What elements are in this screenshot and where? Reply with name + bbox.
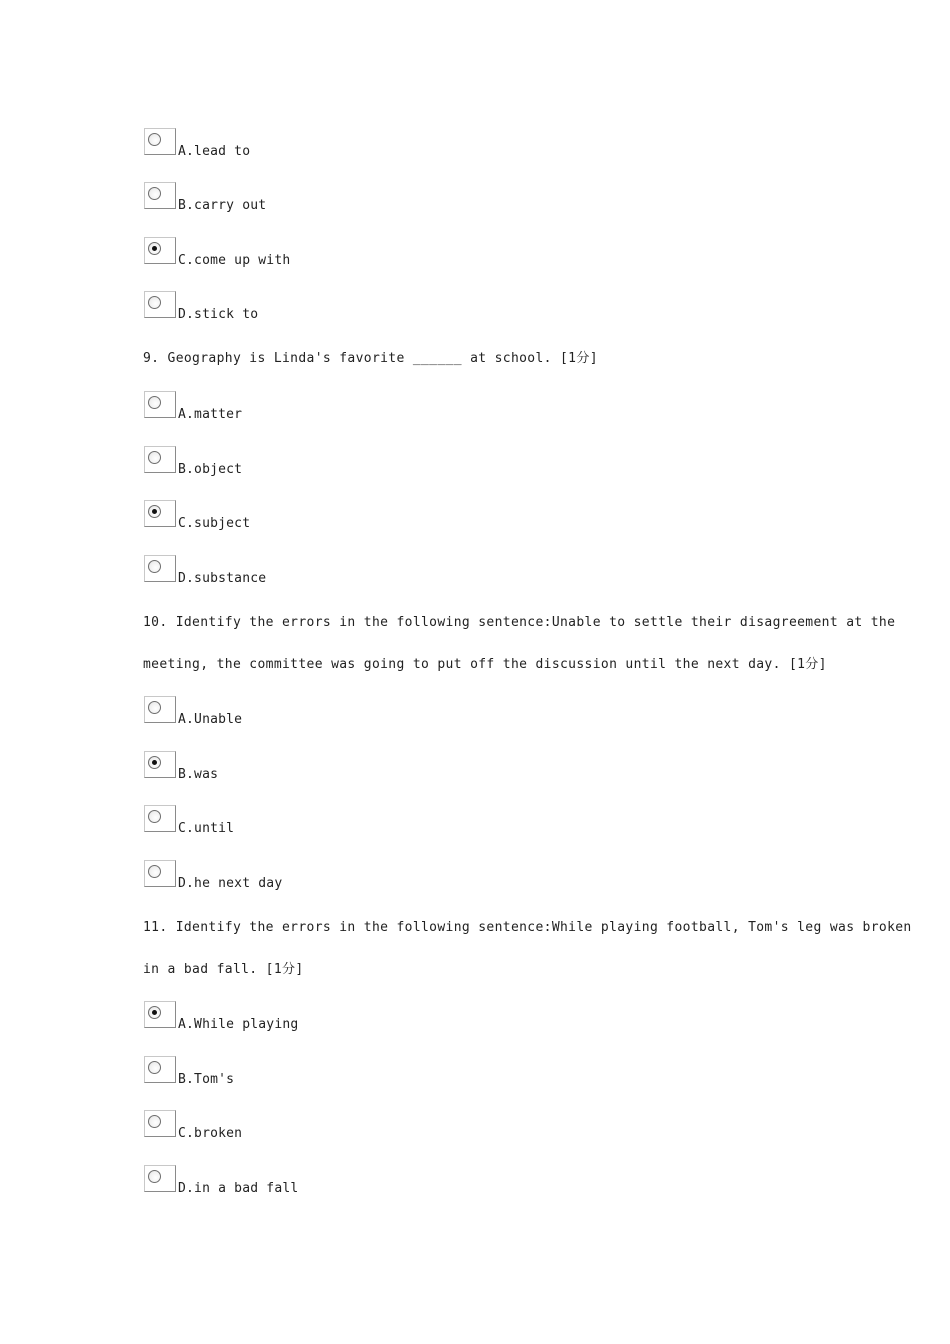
radio-button[interactable] — [144, 1165, 176, 1192]
radio-button[interactable] — [144, 696, 176, 723]
option-q9-c[interactable] — [144, 500, 544, 530]
option-q10-b[interactable] — [144, 751, 544, 781]
option-label: A.matter — [178, 407, 243, 422]
radio-button[interactable] — [144, 751, 176, 778]
question-9-text: 9. Geography is Linda's favorite ______ at school. [1分] — [143, 351, 598, 366]
option-label: D.substance — [178, 571, 267, 586]
radio-unchecked-icon — [148, 865, 161, 878]
radio-button[interactable] — [144, 1001, 176, 1028]
option-label: B.was — [178, 767, 219, 782]
option-label: A.lead to — [178, 144, 251, 159]
radio-unchecked-icon — [148, 187, 161, 200]
radio-checked-icon — [148, 1006, 161, 1019]
radio-unchecked-icon — [148, 810, 161, 823]
question-10-text-line-1: 10. Identify the errors in the following sentence:Unable to settle their disagreement at the — [143, 615, 896, 630]
radio-checked-icon — [148, 756, 161, 769]
radio-unchecked-icon — [148, 396, 161, 409]
question-11-text-line-2: in a bad fall. [1分] — [143, 962, 304, 977]
option-q11-c[interactable] — [144, 1110, 544, 1140]
radio-unchecked-icon — [148, 1170, 161, 1183]
radio-checked-icon — [148, 242, 161, 255]
option-q8-d[interactable] — [144, 291, 544, 321]
option-label: B.Tom's — [178, 1072, 235, 1087]
radio-button[interactable] — [144, 128, 176, 155]
option-q11-d[interactable] — [144, 1165, 544, 1195]
option-q8-c[interactable] — [144, 237, 544, 267]
radio-button[interactable] — [144, 555, 176, 582]
option-label: A.Unable — [178, 712, 243, 727]
option-label: C.subject — [178, 516, 251, 531]
radio-checked-icon — [148, 505, 161, 518]
option-q10-c[interactable] — [144, 805, 544, 835]
radio-unchecked-icon — [148, 560, 161, 573]
option-q9-b[interactable] — [144, 446, 544, 476]
radio-button[interactable] — [144, 805, 176, 832]
option-q10-a[interactable] — [144, 696, 544, 726]
radio-button[interactable] — [144, 500, 176, 527]
radio-button[interactable] — [144, 446, 176, 473]
radio-unchecked-icon — [148, 1061, 161, 1074]
option-q8-b[interactable] — [144, 182, 544, 212]
option-q11-a[interactable] — [144, 1001, 544, 1031]
option-q9-a[interactable] — [144, 391, 544, 421]
question-10-text-line-2: meeting, the committee was going to put off the discussion until the next day. [1分] — [143, 657, 827, 672]
option-label: D.in a bad fall — [178, 1181, 299, 1196]
radio-button[interactable] — [144, 182, 176, 209]
option-q11-b[interactable] — [144, 1056, 544, 1086]
option-label: D.he next day — [178, 876, 283, 891]
option-q9-d[interactable] — [144, 555, 544, 585]
radio-button[interactable] — [144, 1110, 176, 1137]
option-label: C.until — [178, 821, 235, 836]
option-q10-d[interactable] — [144, 860, 544, 890]
radio-button[interactable] — [144, 1056, 176, 1083]
question-11-text-line-1: 11. Identify the errors in the following sentence:While playing football, Tom's leg was broken — [143, 920, 912, 935]
radio-unchecked-icon — [148, 701, 161, 714]
option-label: C.broken — [178, 1126, 243, 1141]
option-label: D.stick to — [178, 307, 259, 322]
radio-button[interactable] — [144, 237, 176, 264]
radio-unchecked-icon — [148, 133, 161, 146]
radio-unchecked-icon — [148, 296, 161, 309]
option-label: C.come up with — [178, 253, 291, 268]
option-label: A.While playing — [178, 1017, 299, 1032]
option-label: B.carry out — [178, 198, 267, 213]
radio-button[interactable] — [144, 860, 176, 887]
radio-unchecked-icon — [148, 451, 161, 464]
radio-unchecked-icon — [148, 1115, 161, 1128]
option-q8-a[interactable] — [144, 128, 544, 158]
option-label: B.object — [178, 462, 243, 477]
radio-button[interactable] — [144, 291, 176, 318]
radio-button[interactable] — [144, 391, 176, 418]
